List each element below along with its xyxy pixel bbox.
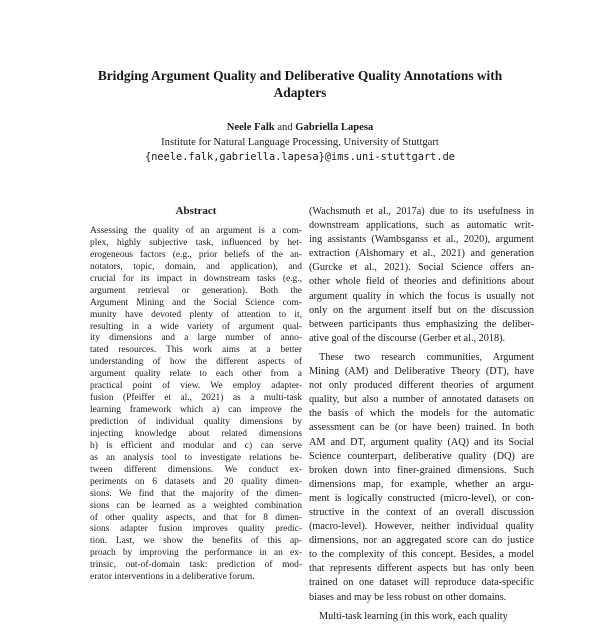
text-line: extraction (Alshomary et al., 2021) and generation (309, 248, 534, 260)
text-line: fusion (Pfeiffer et al., 2021) as a multi-task (90, 393, 302, 404)
text-line: ment is logically constructed (micro-level), or con- (309, 492, 534, 504)
author-1: Neele Falk (226, 122, 275, 133)
text-line: that represents different aspects but has only been (309, 563, 534, 575)
author-emails: {neele.falk,gabriella.lapesa}@ims.uni-stuttgart.de (145, 151, 455, 163)
author-2: Gabriella Lapesa (295, 122, 374, 133)
text-line: crucial for its impact in downstream tasks (e.g., (90, 273, 302, 284)
abstract-heading: Abstract (175, 205, 217, 217)
intro-paragraph-3: Multi-task learning (in this work, each quality (319, 610, 508, 622)
text-line: between participants thus emphasizing the deliber- (309, 318, 534, 330)
text-line: only on the argument itself but on the discussion (309, 304, 534, 316)
text-line: These two research communities, Argument (319, 351, 534, 363)
intro-column (309, 205, 534, 624)
text-line: structive in the context of an overall discussion (309, 506, 534, 518)
text-line: to the complexity of this concept. Besides, a model (309, 549, 534, 561)
text-line: (Wachsmuth et al., 2017a) due to its usefulness in (309, 206, 534, 217)
text-line: tion. Last, we show the benefits of this ap- (90, 536, 302, 547)
text-line: Mining (AM) and Deliberative Theory (DT), have (309, 366, 534, 378)
title-line-2: Adapters (273, 85, 327, 100)
text-line: dimensions map, for example, whether an argu- (309, 478, 534, 490)
abstract-body (90, 226, 302, 584)
text-line: understanding of how the different aspects of (90, 357, 302, 368)
paper-title (60, 67, 540, 101)
text-line: periments on 6 datasets and 20 quality dimen- (90, 476, 302, 487)
text-line: broken down into finer-grained dimensions. Such (309, 464, 534, 476)
text-line: injecting knowledge about related dimensions (90, 428, 302, 439)
text-line: argument quality relate to each other from a (90, 369, 302, 380)
text-line: other whole field of theories and definitions about (309, 276, 534, 288)
text-line: ative goal of the discourse (Gerber et al., 2018). (309, 332, 506, 344)
text-line: (Gurcke et al., 2021). Social Science offers an- (309, 262, 534, 274)
title-line-1: Bridging Argument Quality and Deliberative Quality Annotations with (97, 68, 503, 83)
affiliation: Institute for Natural Language Processing, University of Stuttgart (161, 136, 439, 148)
text-line: sions adapter fusion improves quality predic- (90, 524, 302, 535)
text-line: of other quality aspects, and that for 8 dimen- (90, 512, 302, 523)
text-line: as an analysis tool to investigate relations be- (90, 452, 302, 463)
text-line: erator interventions in a deliberative forum. (90, 572, 255, 583)
text-line: downstream applications, such as automatic writ- (309, 220, 534, 232)
text-line: argument quality in which the focus is usually not (309, 290, 534, 302)
text-line: prediction of individual quality dimensions by (90, 417, 302, 427)
text-line: the basis of which the models for the automatic (309, 408, 534, 420)
text-line: Assessing the quality of an argument is a com- (90, 226, 302, 236)
text-line: quality, but also a number of annotated datasets on (309, 394, 534, 406)
text-line: learning framework which a) can improve the (90, 405, 302, 416)
author-and: and (277, 122, 293, 133)
text-line: trinsic, out-of-domain task: prediction of mod- (90, 560, 302, 571)
text-line: b) is efficient and modular and c) can serve (90, 440, 302, 451)
text-line: sions can be learned as a weighted combination (90, 500, 302, 511)
text-line: resulting in a wide variety of argument qual- (90, 321, 302, 332)
text-line: biases and may be less robust on other domains. (309, 591, 507, 603)
text-line: (macro-level). However, neither individual quality (309, 521, 534, 533)
text-line: proach by improving the performance in an ex- (90, 548, 302, 559)
text-line: munity have devoted plenty of attention to it, (90, 309, 302, 320)
text-line: erogeneous factors (e.g., prior beliefs of the an- (90, 249, 302, 260)
text-line: tween different dimensions. We conduct ex- (90, 464, 302, 475)
text-line: not only produced different theories of argument (309, 380, 534, 392)
text-line: AM and DT, argument quality (AQ) and its Social (309, 436, 534, 448)
text-line: trained on one dataset will reproduce data-specific (309, 577, 534, 589)
text-line: notators, topic, domain, and application), and (90, 261, 302, 272)
text-line: argument retrieval or generation). Both the (90, 285, 302, 296)
text-line: tated resources. This work aims at a better (90, 345, 302, 356)
text-line: dimensions, nor an aggregated score can do justice (309, 535, 534, 547)
text-line: Argument Mining and the Social Science com- (90, 297, 302, 308)
text-line: plex, highly subjective task, influenced by het- (90, 237, 302, 248)
intro-paragraph-2 (309, 351, 534, 605)
text-line: assessment can be (or have been) trained. In both (309, 422, 534, 434)
text-line: ing assistants (Wambsganss et al., 2020), argument (309, 234, 534, 246)
text-line: Science counterpart, deliberative quality (DQ) are (309, 450, 534, 462)
author-block (60, 121, 540, 165)
author-names (60, 121, 540, 136)
intro-paragraph-1 (309, 205, 534, 346)
text-line: ity dimensions and a large number of anno- (90, 333, 302, 344)
text-line: sions. We find that the majority of the dimen- (90, 488, 302, 499)
text-line: practical point of view. We employ adapter- (90, 381, 302, 392)
